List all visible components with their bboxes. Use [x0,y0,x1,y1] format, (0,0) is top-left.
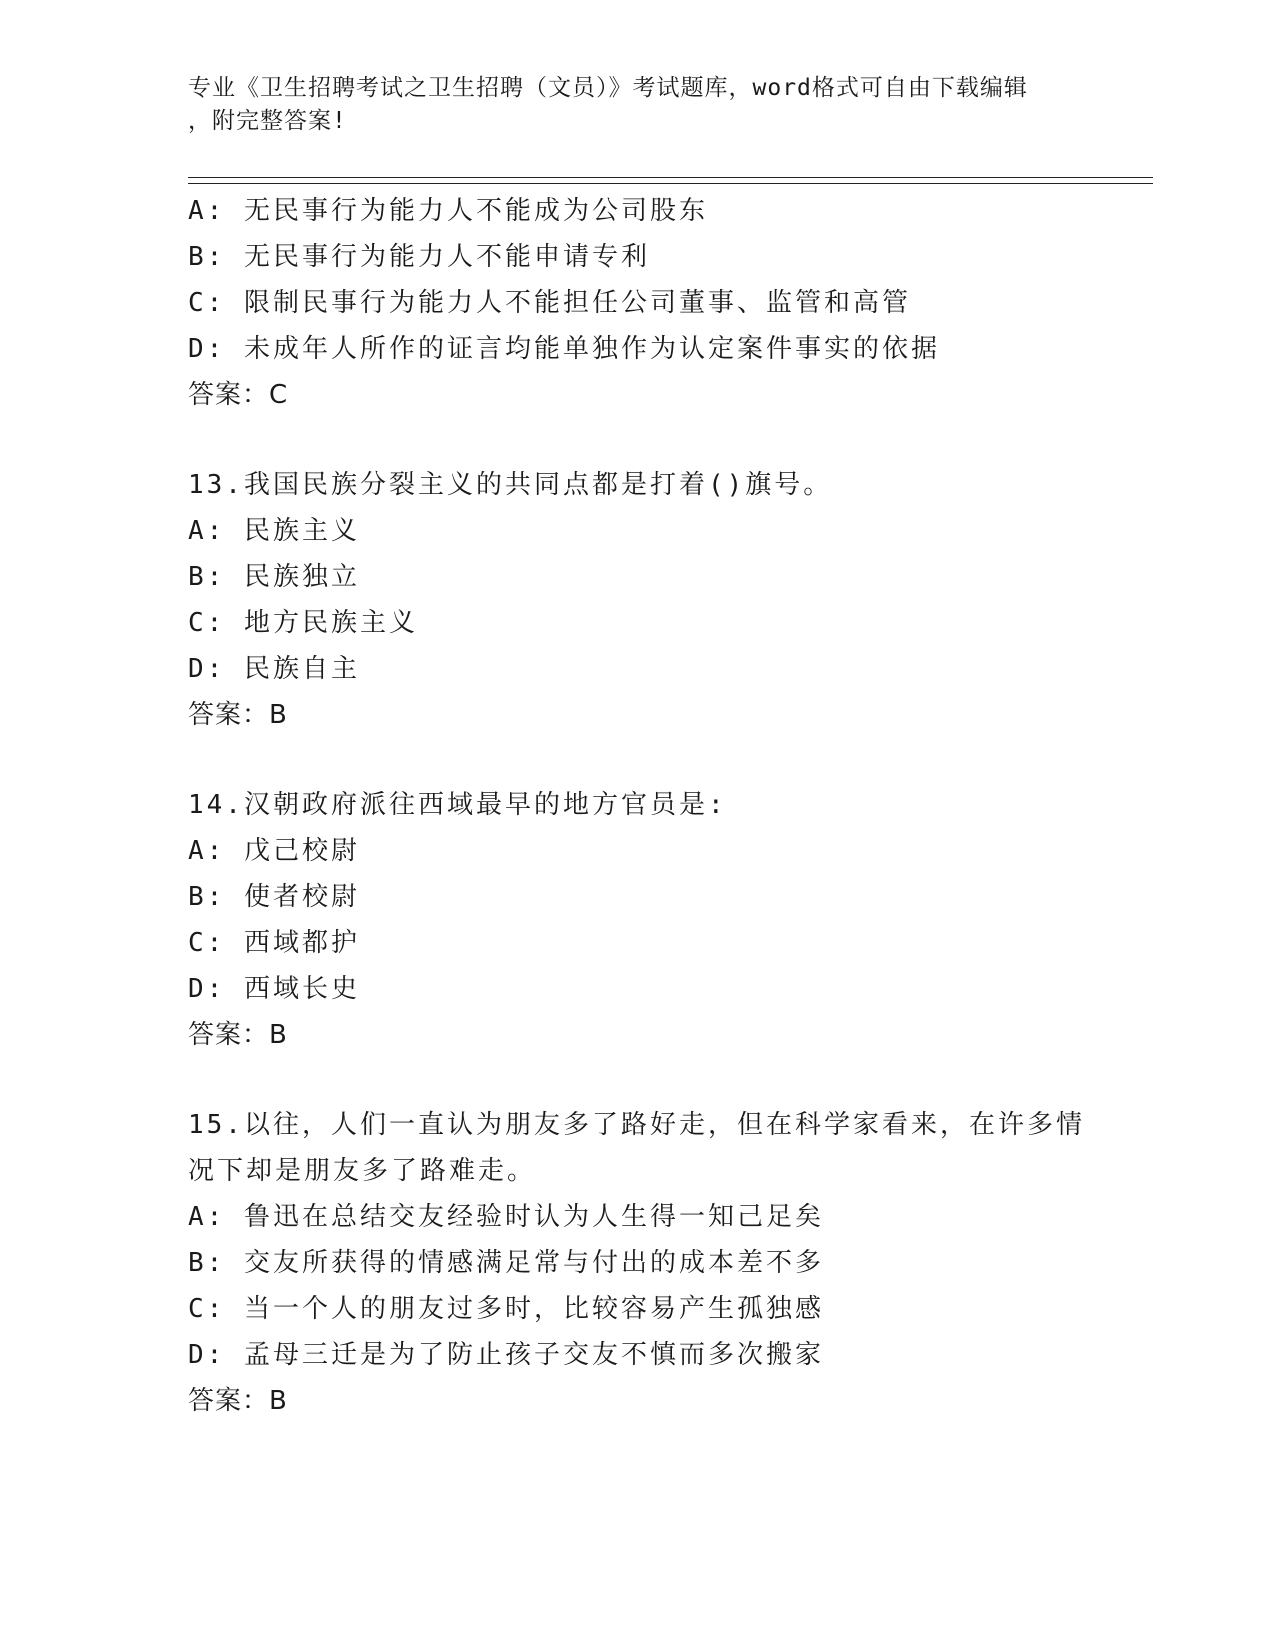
question-stem-line-1: 15.以往，人们一直认为朋友多了路好走，但在科学家看来，在许多情 [188,1110,1085,1140]
answer: 答案：C [188,380,289,410]
option-d: D: 西域长史 [188,974,360,1004]
question-stem-line-2: 况下却是朋友多了路难走。 [188,1156,537,1186]
option-d: D: 未成年人所作的证言均能单独作为认定案件事实的依据 [188,334,940,364]
option-a: A: 民族主义 [188,516,360,546]
option-c: C: 限制民事行为能力人不能担任公司董事、监管和高管 [188,288,911,318]
header-line-1: 专业《卫生招聘考试之卫生招聘（文员）》考试题库，word格式可自由下载编辑 [188,75,1028,101]
option-a: A: 戊己校尉 [188,836,360,866]
question-14 [188,782,1148,1058]
question-stem: 14.汉朝政府派往西域最早的地方官员是: [188,790,727,820]
option-b: B: 交友所获得的情感满足常与付出的成本差不多 [188,1248,824,1278]
option-a: A: 鲁迅在总结交友经验时认为人生得一知己足矣 [188,1202,824,1232]
answer: 答案：B [188,1020,288,1050]
option-d: D: 民族自主 [188,654,360,684]
option-a: A: 无民事行为能力人不能成为公司股东 [188,196,708,226]
spacer [188,738,1148,782]
question-list [188,188,1148,1424]
answer: 答案：B [188,1386,288,1416]
question-13 [188,462,1148,738]
question-12 [188,188,1148,418]
header-divider-bottom [188,183,1153,184]
header-line-2: ，附完整答案! [188,108,347,134]
option-b: B: 无民事行为能力人不能申请专利 [188,242,650,272]
option-b: B: 民族独立 [188,562,360,592]
spacer [188,418,1148,462]
answer: 答案：B [188,700,288,730]
spacer [188,1058,1148,1102]
document-header [188,72,1088,138]
option-c: C: 当一个人的朋友过多时，比较容易产生孤独感 [188,1294,824,1324]
option-d: D: 孟母三迁是为了防止孩子交友不慎而多次搬家 [188,1340,824,1370]
question-stem: 13.我国民族分裂主义的共同点都是打着()旗号。 [188,470,833,500]
option-c: C: 西域都护 [188,928,360,958]
option-c: C: 地方民族主义 [188,608,418,638]
question-15 [188,1102,1148,1424]
option-b: B: 使者校尉 [188,882,360,912]
header-divider-top [188,177,1153,178]
